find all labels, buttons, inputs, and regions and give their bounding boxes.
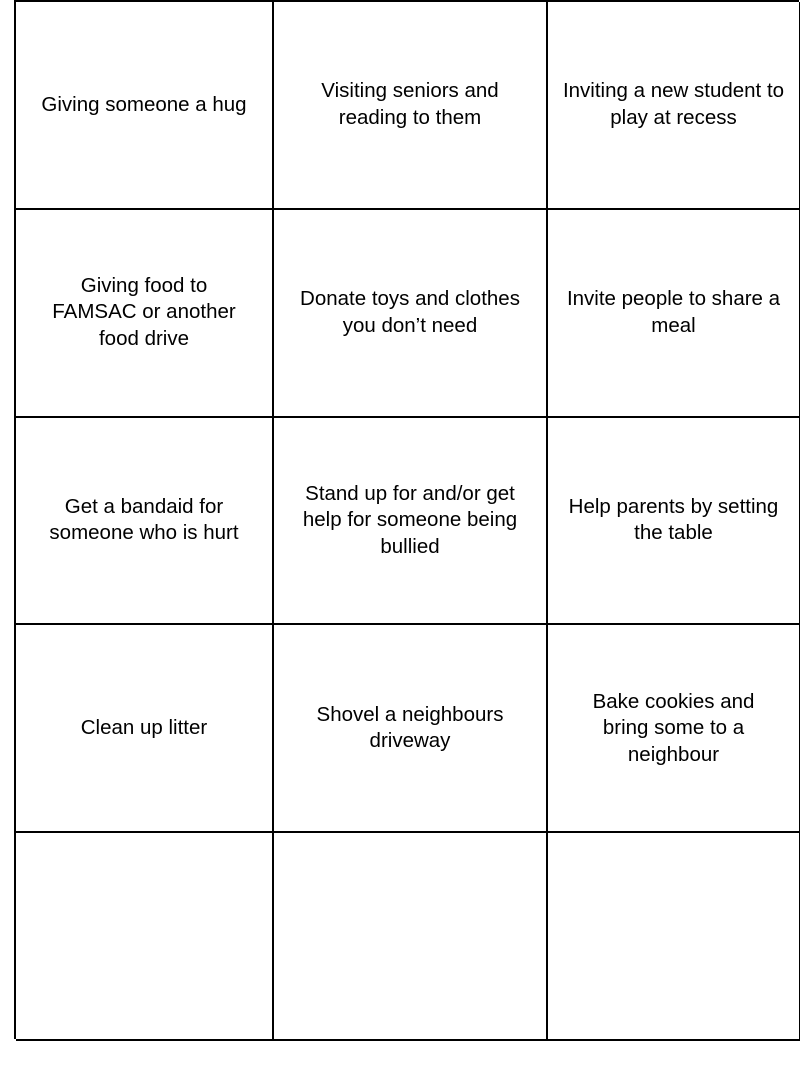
- card-cell: [274, 418, 548, 626]
- card-text: Shovel a neighbours driveway: [316, 702, 504, 753]
- card-cell: [16, 210, 274, 418]
- card-text: Stand up for and/or get help for someone being bullied: [302, 481, 518, 558]
- card-text: Clean up litter: [80, 716, 208, 740]
- card-text: Bake cookies and bring some to a neighbour: [592, 689, 755, 766]
- card-text: Giving someone a hug: [41, 92, 247, 116]
- card-cell: [274, 210, 548, 418]
- card-cell: [16, 418, 274, 626]
- card-cell: [16, 625, 274, 833]
- card-text: Donate toys and clothes you don’t need: [300, 287, 520, 337]
- card-cell: [16, 2, 274, 210]
- card-cell: [548, 625, 800, 833]
- card-cell: [274, 625, 548, 833]
- card-cell-empty: [274, 833, 548, 1041]
- card-cell: [548, 2, 800, 210]
- card-cell-empty: [16, 833, 274, 1041]
- kindness-card-grid: [14, 0, 799, 1039]
- card-cell: [548, 210, 800, 418]
- card-text: Giving food to FAMSAC or another food drive: [52, 273, 236, 350]
- card-cell-empty: [548, 833, 800, 1041]
- card-text: Invite people to share a meal: [566, 287, 781, 337]
- card-text: Inviting a new student to play at recess: [562, 79, 785, 129]
- card-text: Visiting seniors and reading to them: [321, 79, 499, 129]
- card-cell: [548, 418, 800, 626]
- card-cell: [274, 2, 548, 210]
- card-text: Help parents by setting the table: [568, 494, 779, 545]
- card-text: Get a bandaid for someone who is hurt: [49, 494, 239, 545]
